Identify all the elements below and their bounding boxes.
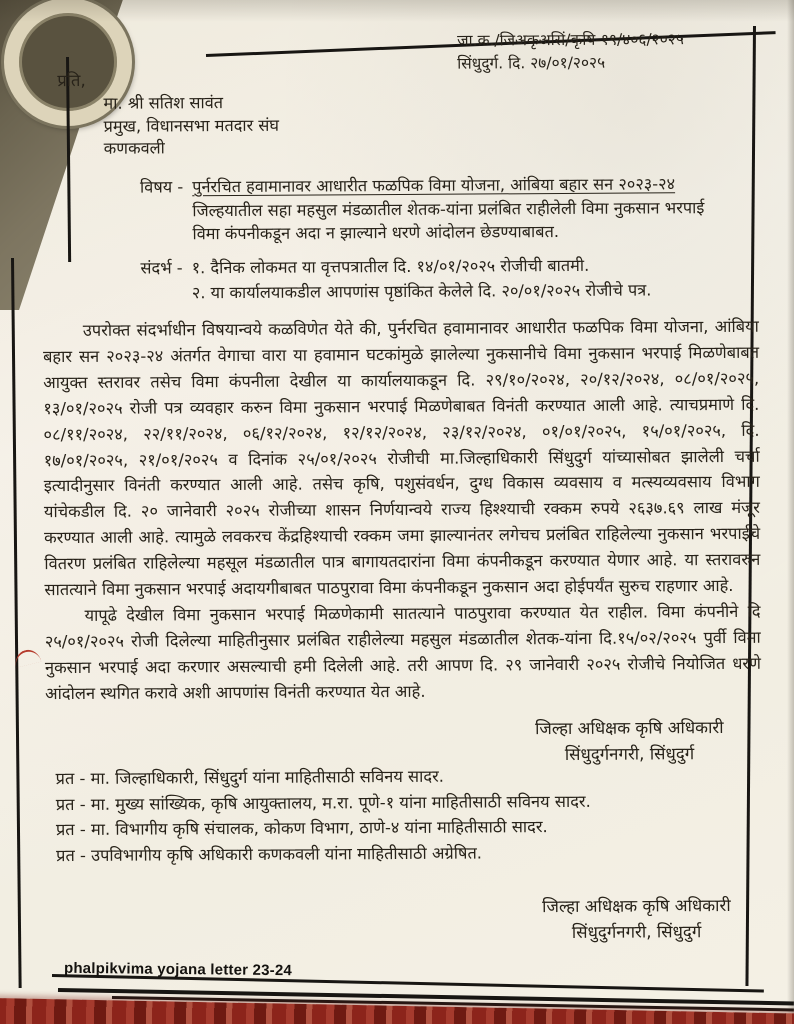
place-and-date: सिंधुदुर्ग. दि. २७/०१/२०२५ [457,53,606,73]
reference-item: १. दैनिक लोकमत या वृत्तपत्रातील दि. १४/०१/२०२५ रोजीची बातमी. [191,255,590,278]
signature-place: सिंधुदुर्गनगरी, सिंधुदुर्ग [564,743,695,764]
subject-block [140,172,740,246]
outward-number: जा.क्र./जिअकृअसिं/कृषि-१९/४०६/२०२५ [457,30,684,50]
cc-line: प्रत - मा. जिल्हाधिकारी, सिंधुदुर्ग यांना माहितीसाठी सविनय सादर. [55,766,445,789]
signature-title: जिल्हा अधिक्षक कृषि अधिकारी [542,894,731,917]
reference-header [457,28,684,75]
reference-block [140,253,760,306]
cc-line: प्रत - उपविभागीय कृषि अधिकारी कणकवली यांना माहितीसाठी अग्रेषित. [56,843,483,865]
addressee-line: मा. श्री सतिश सावंत [103,93,224,113]
letter-body [43,314,761,707]
cc-line: प्रत - मा. मुख्य सांख्यिक, कृषि आयुक्तालय, म.रा. पूणे-१ यांना माहितीसाठी सविनय सादर. [55,791,591,814]
footer-filename: phalpikvima yojana letter 23-24 [63,959,293,980]
reference-item: २. या कार्यालयाकडील आपणांस पृष्ठांकित केलेले दि. २०/०१/२०२५ रोजीचे पत्र. [191,279,652,302]
addressee-line: प्रमुख, विधानसभा मतदार संघ [103,115,280,136]
signature-place: सिंधुदुर्गनगरी, सिंधुदुर्ग [571,921,702,942]
body-paragraph-1: उपरोक्त संदर्भाधीन विषयान्वये कळविणेत येते की, पुर्नरचित हवामानावर आधारीत फळपिक विमा योजना, आंबिया बहार सन २०२३-२४ अंतर्गत वेगाचा वारा या हवामान घटकांमुळे झालेल्या नुकसानीचे विमा नुकसान भरपाई मिळणेबाबत आयुक्त स्तरावर तसेच विमा कंपनीला देखील या कार्यालयाकडून दि. २९/१०/२०२४, २०/१२/२०२४, ०८/०१/२०२५, १३/०१/२०२५ रोजी पत्र व्यवहार करुन विमा नुकसान भरपाई मिळणेबाबत विनंती करण्यात आली आहे. त्याचप्रमाणे दि. ०८/११/२०२४, २२/११/२०२४, ०६/१२/२०२४, १२/१२/२०२४, २३/१२/२०२४, ०१/०१/२०२५, १५/०१/२०२५, दि. १७/०१/२०२५, २१/०१/२०२५ व दिनांक २५/०१/२०२५ रोजीची मा.जिल्हाधिकारी सिंधुदुर्ग यांच्यासोबत झालेली चर्चा इत्यादीनुसार विनंती करण्यात आली आहे. तसेच कृषि, पशुसंवर्धन, दुग्ध विकास व्यवसाय व मत्स्यव्यवसाय विभाग यांचेकडील दि. २० जानेवारी २०२५ रोजीच्या शासन निर्णयान्वये राज्य हिश्श्याची रक्कम रुपये २६३७.६९ लाख मंजूर करण्यात आली आहे. त्यामुळे लवकरच केंद्रहिश्याची रक्कम जमा झाल्यानंतर लगेचच प्रलंबित राहिलेल्या नुकसान भरपाईचे वितरण प्रलंबित राहिलेल्या महसूल मंडळातील पात्र बागायतदारांना विमा कंपनीकडून करण्यात येणार आहे. या स्तरावरुन सातत्याने विमा नुकसान भरपाई अदायगीबाबत पाठपुरावा विमा कंपनीकडून नुकसान अदा होईपर्यंत सुरुच राहणार आहे. [42,316,761,600]
subject-text [192,172,704,246]
subject-line: जिल्हयातील सहा महसुल मंडळातील शेतक-यांना प्रलंबित राहीलेली विमा नुकसान भरपाई [192,197,705,220]
body-paragraph-2: यापूढे देखील विमा नुकसान भरपाई मिळणेकामी सातत्याने पाठपुरावा करण्यात येत राहील. विमा कंपनीने दि २५/०१/२०२५ रोजी दिलेल्या माहितीनुसार प्रलंबित राहीलेल्या महसुल मंडळातील शेतक-यांना दि.१५/०२/२०२५ पुर्वी विमा नुकसान भरपाई अदा करणार असल्याची हमी दिलेली आहे. तरी आपण दि. २९ जानेवारी २०२५ रोजीचे नियोजित धरणे आंदोलन स्थगित करावे अशी आपणांस विनंती करण्यात येत आहे. [44,601,761,703]
subject-line: पुर्नरचित हवामानावर आधारीत फळपिक विमा योजना, आंबिया बहार सन २०२३-२४ [192,174,676,197]
subject-line: विमा कंपनीकडून अदा न झाल्याने धरणे आंदोलन छेडण्याबाबत. [192,222,560,244]
signature-title: जिल्हा अधिक्षक कृषि अधिकारी [534,717,724,739]
reference-list [192,253,652,305]
signature-block-lower [496,892,776,946]
salutation: प्रति, [57,70,86,91]
addressee-block [103,92,279,161]
signature-block-upper [489,714,769,768]
addressee-line: कणकवली [103,138,165,158]
cc-list [56,763,592,869]
reference-label: संदर्भ - [140,258,183,278]
cc-line: प्रत - मा. विभागीय कृषि संचालक, कोकण विभाग, ठाणे-४ यांना माहितीसाठी सादर. [55,817,548,840]
subject-label: विषय - [139,177,184,197]
